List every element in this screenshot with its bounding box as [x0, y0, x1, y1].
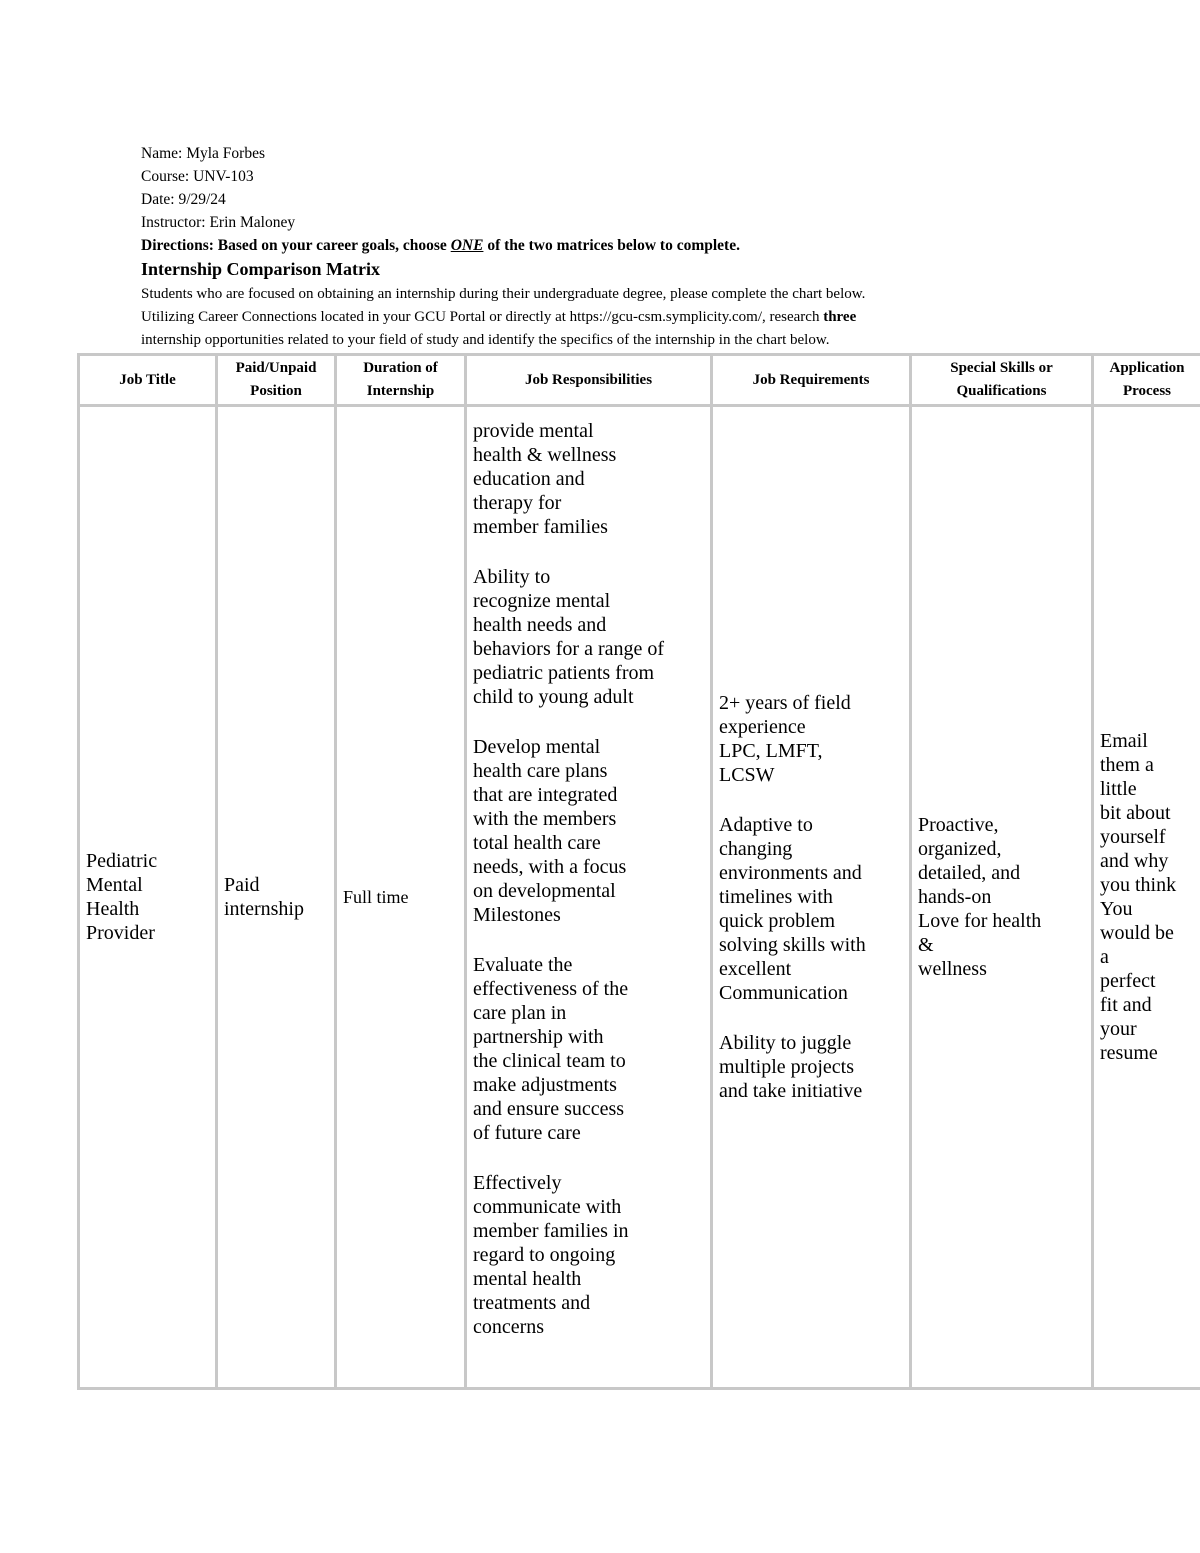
cell-line: you think: [1100, 874, 1177, 896]
directions-prefix: Directions: Based on your career goals, choose: [141, 237, 451, 254]
cell-line: Communication: [719, 982, 848, 1004]
cell-line: experience: [719, 716, 806, 738]
cell-line: yourself: [1100, 826, 1166, 848]
cell-line: Effectively: [473, 1172, 562, 1194]
cell-line: total health care: [473, 832, 601, 854]
cell-line: on developmental: [473, 880, 616, 902]
cell-paragraph: [473, 1171, 706, 1339]
cell-line: organized,: [918, 838, 1002, 860]
directions: [141, 234, 1141, 257]
internship-matrix-table: [77, 353, 1200, 1390]
cell-line: Adaptive to: [719, 814, 813, 836]
course-code: Course: UNV-103: [141, 168, 254, 185]
cell-paragraph: [473, 565, 706, 709]
cell-line: care plan in: [473, 1002, 567, 1024]
cell-line: LPC, LMFT,: [719, 740, 823, 762]
cell-line: bit about: [1100, 802, 1171, 824]
header-special-skills: Special Skills or Qualifications: [911, 355, 1093, 406]
cell-line: and why: [1100, 850, 1169, 872]
cell-line: mental health: [473, 1268, 582, 1290]
cell-line: Ability to juggle: [719, 1032, 852, 1054]
intro-line-2: [141, 306, 1141, 329]
cell-line: Milestones: [473, 904, 561, 926]
cell-line: effectiveness of the: [473, 978, 629, 1000]
cell-line: provide mental: [473, 420, 594, 442]
cell-paragraph: [473, 953, 706, 1145]
cell-line: environments and: [719, 862, 862, 884]
cell-line: multiple projects: [719, 1056, 854, 1078]
matrix-title: Internship Comparison Matrix: [141, 259, 381, 279]
cell-line: changing: [719, 838, 793, 860]
cell-line: needs, with a focus: [473, 856, 627, 878]
cell-line: recognize mental: [473, 590, 611, 612]
cell-line: Paid: [224, 874, 260, 896]
cell-line: the clinical team to: [473, 1050, 626, 1072]
cell-line: a: [1100, 946, 1109, 968]
cell-line: hands-on: [918, 886, 992, 908]
cell-paragraph: [719, 691, 905, 787]
document-header: [141, 142, 1141, 352]
cell-line: Mental: [86, 874, 143, 896]
cell-line: solving skills with: [719, 934, 866, 956]
cell-line: Ability to: [473, 566, 551, 588]
header-paid-unpaid: Paid/Unpaid Position: [217, 355, 336, 406]
cell-line: health & wellness: [473, 444, 617, 466]
cell-line: perfect: [1100, 970, 1156, 992]
cell-line: excellent: [719, 958, 792, 980]
cell-line: Provider: [86, 922, 155, 944]
directions-suffix: of the two matrices below to complete.: [483, 237, 740, 254]
cell-line: resume: [1100, 1042, 1158, 1064]
cell-line: child to young adult: [473, 686, 634, 708]
intro-line-3: internship opportunities related to your field of study and identify the specifics of the internship in the chart below.: [141, 332, 830, 348]
header-job-title: Job Title: [79, 355, 217, 406]
cell-line: Health: [86, 898, 140, 920]
cell-line: and ensure success: [473, 1098, 625, 1120]
cell-line: Develop mental: [473, 736, 601, 758]
table-row: [79, 406, 1200, 1389]
cell-line: Email: [1100, 730, 1148, 752]
header-job-responsibilities: Job Responsibilities: [466, 355, 712, 406]
cell-line: therapy for: [473, 492, 562, 514]
cell-paid-unpaid: [217, 406, 336, 1389]
cell-line: and take initiative: [719, 1080, 863, 1102]
intro-line-1: Students who are focused on obtaining an internship during their undergraduate degree, please complete the chart below.: [141, 286, 866, 302]
date: Date: 9/29/24: [141, 191, 226, 208]
cell-line: health needs and: [473, 614, 607, 636]
cell-line: communicate with: [473, 1196, 622, 1218]
cell-line: quick problem: [719, 910, 836, 932]
cell-job-responsibilities: [466, 406, 712, 1389]
header-duration: Duration of Internship: [336, 355, 466, 406]
cell-line: fit and: [1100, 994, 1152, 1016]
cell-line: 2+ years of field: [719, 692, 851, 714]
cell-line: You: [1100, 898, 1133, 920]
cell-job-title: [79, 406, 217, 1389]
cell-line: LCSW: [719, 764, 775, 786]
cell-line: them a: [1100, 754, 1154, 776]
cell-line: your: [1100, 1018, 1137, 1040]
cell-line: wellness: [918, 958, 987, 980]
cell-paragraph: [719, 1031, 905, 1103]
cell-paragraph: [473, 419, 706, 539]
table-header-row: [79, 355, 1200, 406]
cell-duration: Full time: [336, 406, 466, 1389]
cell-line: pediatric patients from: [473, 662, 655, 684]
cell-line: with the members: [473, 808, 617, 830]
cell-line: &: [918, 934, 934, 956]
cell-line: treatments and: [473, 1292, 591, 1314]
cell-line: member families in: [473, 1220, 629, 1242]
intro-line-2-bold: three: [823, 309, 857, 325]
cell-line: would be: [1100, 922, 1174, 944]
intro-line-2-text: Utilizing Career Connections located in your GCU Portal or directly at https://gcu-csm.symplicity.com/, research: [141, 309, 824, 325]
cell-line: that are integrated: [473, 784, 618, 806]
cell-line: internship: [224, 898, 304, 920]
instructor: Instructor: Erin Maloney: [141, 214, 296, 231]
cell-application-process: [1093, 406, 1200, 1389]
cell-line: concerns: [473, 1316, 545, 1338]
cell-job-requirements: [712, 406, 911, 1389]
cell-paragraph: [719, 813, 905, 1005]
header-job-requirements: Job Requirements: [712, 355, 911, 406]
cell-line: education and: [473, 468, 585, 490]
cell-special-skills: [911, 406, 1093, 1389]
cell-line: little: [1100, 778, 1137, 800]
cell-line: behaviors for a range of: [473, 638, 665, 660]
cell-line: Evaluate the: [473, 954, 573, 976]
cell-line: health care plans: [473, 760, 608, 782]
cell-line: partnership with: [473, 1026, 604, 1048]
directions-emphasis: ONE: [450, 237, 484, 254]
cell-line: detailed, and: [918, 862, 1021, 884]
cell-line: make adjustments: [473, 1074, 617, 1096]
intro-text: [141, 283, 1141, 352]
cell-line: member families: [473, 516, 608, 538]
cell-line: Proactive,: [918, 814, 999, 836]
cell-line: timelines with: [719, 886, 833, 908]
header-application-process: Application Process: [1093, 355, 1200, 406]
cell-line: of future care: [473, 1122, 581, 1144]
student-name: Name: Myla Forbes: [141, 145, 265, 162]
cell-line: regard to ongoing: [473, 1244, 616, 1266]
cell-line: Love for health: [918, 910, 1042, 932]
cell-paragraph: [473, 735, 706, 927]
cell-line: Pediatric: [86, 850, 158, 872]
